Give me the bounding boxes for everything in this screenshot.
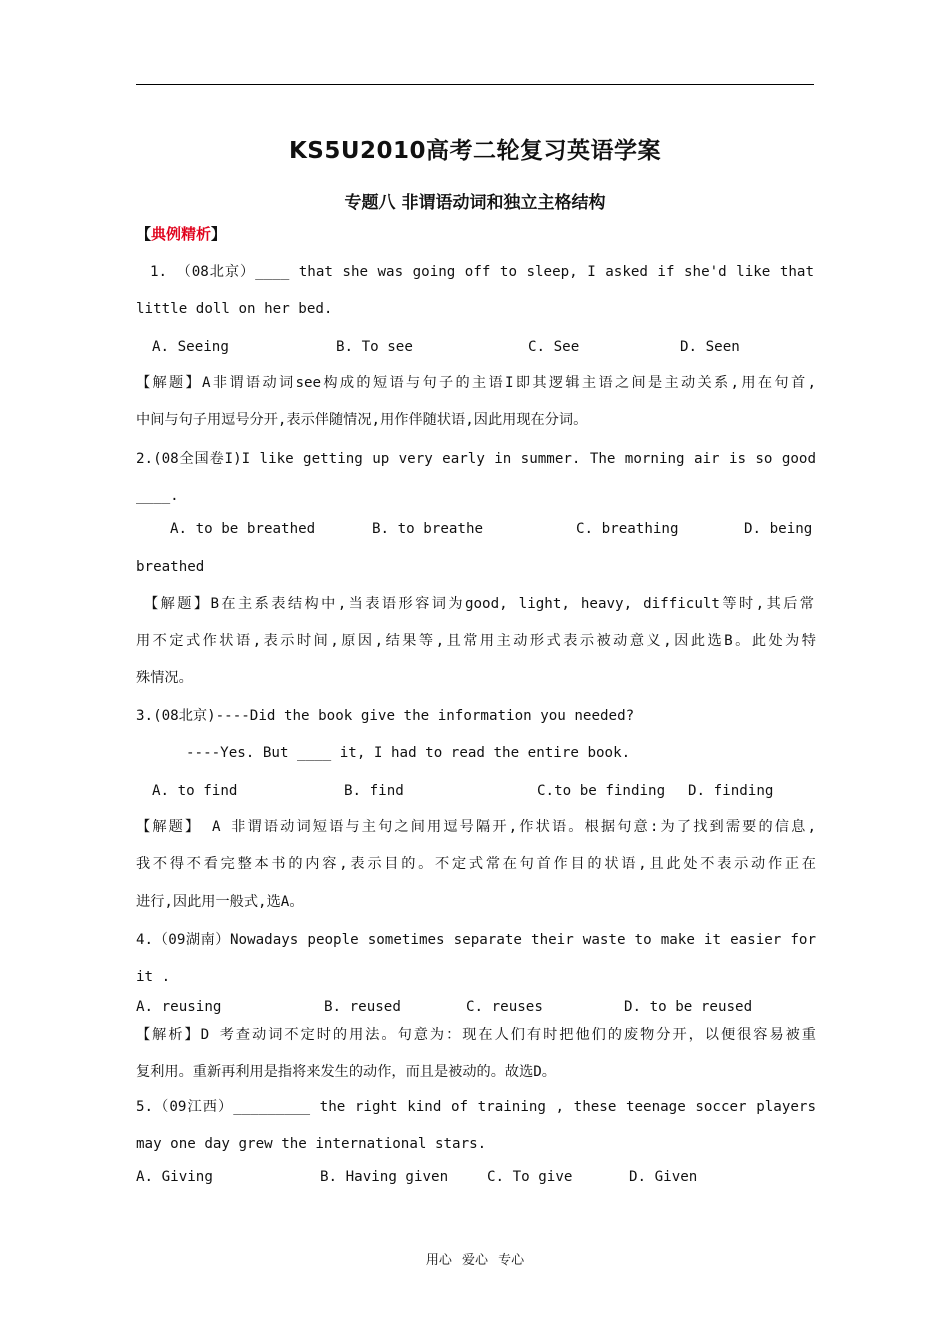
q2-analysis-line3: 殊情况。 — [136, 670, 193, 686]
page-title: KS5U2010高考二轮复习英语学案 — [288, 138, 662, 164]
q5-stem-line1: 5.（09江西）_________ the right kind of training , these teenage soccer players — [136, 1099, 816, 1115]
page-subtitle: 专题八 非谓语动词和独立主格结构 — [344, 193, 606, 213]
q3-analysis-line1: 【解题】 A 非谓语动词短语与主句之间用逗号隔开,作状语。根据句意:为了找到需要的信息, — [136, 819, 816, 835]
q1-option-a: A. Seeing — [152, 339, 229, 355]
q3-stem-line2: ----Yes. But ____ it, I had to read the entire book. — [186, 745, 631, 761]
q1-stem-line2: little doll on her bed. — [136, 301, 333, 317]
q4-option-a: A. reusing — [136, 999, 222, 1015]
q1-option-d: D. Seen — [680, 339, 740, 355]
page-footer: 用心 爱心 专心 — [425, 1253, 525, 1268]
q4-option-b: B. reused — [324, 999, 401, 1015]
q2-analysis-line1: 【解题】B在主系表结构中,当表语形容词为good, light, heavy, difficult等时,其后常 — [144, 596, 814, 612]
q2-analysis-line2: 用不定式作状语,表示时间,原因,结果等,且常用主动形式表示被动意义,因此选B。此处为特 — [136, 633, 816, 649]
q4-analysis-line1: 【解析】D 考查动词不定时的用法。句意为：现在人们有时把他们的废物分开，以便很容易被重 — [136, 1027, 816, 1043]
q1-stem-line1: 1. （08北京）____ that she was going off to sleep, I asked if she'd like that — [150, 264, 814, 280]
q3-option-d: D. finding — [688, 783, 774, 799]
q4-option-c: C. reuses — [466, 999, 543, 1015]
q1-analysis-line1: 【解题】A非谓语动词see构成的短语与句子的主语I即其逻辑主语之间是主动关系,用在句首, — [136, 375, 816, 391]
q3-option-a: A. to find — [152, 783, 238, 799]
q5-stem-line2: may one day grew the international stars. — [136, 1136, 487, 1152]
q4-stem-line1: 4.（09湖南）Nowadays people sometimes separate their waste to make it easier for — [136, 932, 816, 948]
q3-analysis-line2: 我不得不看完整本书的内容,表示目的。不定式常在句首作目的状语,且此处不表示动作正在 — [136, 856, 816, 872]
q2-option-d: D. being — [744, 521, 813, 537]
q4-option-d: D. to be reused — [624, 999, 753, 1015]
q5-option-c: C. To give — [487, 1169, 573, 1185]
q2-option-a: A. to be breathed — [170, 521, 316, 537]
q5-option-d: D. Given — [629, 1169, 698, 1185]
section-heading — [136, 223, 226, 244]
q2-option-c: C. breathing — [576, 521, 679, 537]
q2-option-d-cont: breathed — [136, 559, 205, 575]
header-rule — [136, 84, 814, 85]
q3-option-b: B. find — [344, 783, 404, 799]
section-label: 典例精析 — [151, 225, 212, 243]
q1-analysis-line2: 中间与句子用逗号分开,表示伴随情况,用作伴随状语,因此用现在分词。 — [136, 412, 588, 428]
q2-stem-line2: ____. — [136, 488, 179, 504]
q4-stem-line2: it . — [136, 969, 171, 985]
q1-option-c: C. See — [528, 339, 580, 355]
q1-option-b: B. To see — [336, 339, 413, 355]
section-bracket-close: 】 — [211, 225, 227, 243]
q4-analysis-line2: 复利用。重新再利用是指将来发生的动作，而且是被动的。故选D。 — [136, 1064, 556, 1080]
section-bracket-open: 【 — [136, 225, 152, 243]
q3-analysis-line3: 进行,因此用一般式,选A。 — [136, 894, 304, 910]
q5-option-b: B. Having given — [320, 1169, 449, 1185]
q3-stem-line1: 3.(08北京)----Did the book give the information you needed? — [136, 708, 635, 724]
q5-option-a: A. Giving — [136, 1169, 213, 1185]
q2-option-b: B. to breathe — [372, 521, 484, 537]
q2-stem-line1: 2.(08全国卷I)I like getting up very early in summer. The morning air is so good — [136, 451, 816, 467]
q3-option-c: C.to be finding — [537, 783, 666, 799]
